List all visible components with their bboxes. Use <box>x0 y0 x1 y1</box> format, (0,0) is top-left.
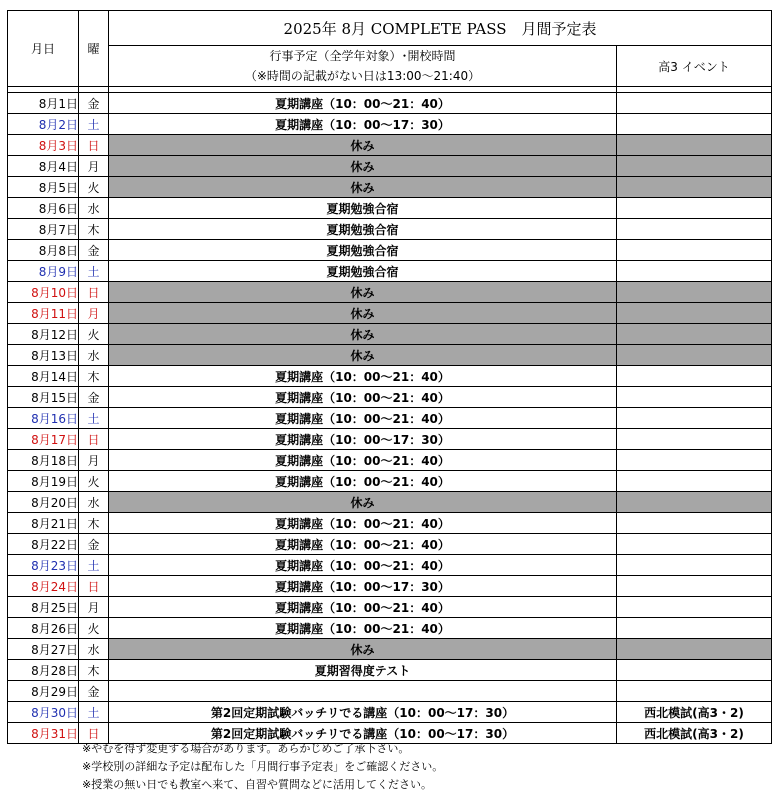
day-of-week-cell: 水 <box>79 639 109 660</box>
header-event-line1: 行事予定（全学年対象）･開校時間 <box>269 49 456 63</box>
day-of-week-cell: 金 <box>79 93 109 114</box>
day-of-week-cell: 日 <box>79 576 109 597</box>
date-cell: 8月14日 <box>8 366 79 387</box>
table-row <box>8 492 772 513</box>
day-of-week-cell: 水 <box>79 198 109 219</box>
event-cell: 休み <box>109 492 617 513</box>
day-of-week-cell: 水 <box>79 345 109 366</box>
event-cell: 夏期勉強合宿 <box>109 198 617 219</box>
day-of-week-cell: 土 <box>79 114 109 135</box>
date-cell: 8月24日 <box>8 576 79 597</box>
day-of-week-cell: 木 <box>79 366 109 387</box>
event-cell: 休み <box>109 177 617 198</box>
date-cell: 8月20日 <box>8 492 79 513</box>
event-cell: 休み <box>109 156 617 177</box>
table-row <box>8 93 772 114</box>
table-row <box>8 555 772 576</box>
k3-event-cell <box>617 471 772 492</box>
date-cell: 8月28日 <box>8 660 79 681</box>
date-cell: 8月15日 <box>8 387 79 408</box>
k3-event-cell <box>617 576 772 597</box>
day-of-week-cell: 日 <box>79 429 109 450</box>
k3-event-cell <box>617 618 772 639</box>
k3-event-cell <box>617 345 772 366</box>
day-of-week-cell: 日 <box>79 723 109 744</box>
event-cell: 夏期講座（10：00～21：40） <box>109 471 617 492</box>
day-of-week-cell: 土 <box>79 555 109 576</box>
date-cell: 8月27日 <box>8 639 79 660</box>
day-of-week-cell: 金 <box>79 240 109 261</box>
event-cell: 夏期講座（10：00～21：40） <box>109 597 617 618</box>
date-cell: 8月23日 <box>8 555 79 576</box>
table-row <box>8 261 772 282</box>
date-cell: 8月25日 <box>8 597 79 618</box>
table-row <box>8 135 772 156</box>
k3-event-cell <box>617 135 772 156</box>
k3-event-cell <box>617 198 772 219</box>
table-row <box>8 303 772 324</box>
k3-event-cell <box>617 387 772 408</box>
date-cell: 8月16日 <box>8 408 79 429</box>
day-of-week-cell: 火 <box>79 471 109 492</box>
event-cell: 第2回定期試験バッチリでる講座（10：00～17：30） <box>109 723 617 744</box>
table-row <box>8 639 772 660</box>
k3-event-cell <box>617 240 772 261</box>
table-row <box>8 618 772 639</box>
date-cell: 8月18日 <box>8 450 79 471</box>
table-row <box>8 345 772 366</box>
date-cell: 8月19日 <box>8 471 79 492</box>
day-of-week-cell: 月 <box>79 450 109 471</box>
k3-event-cell <box>617 366 772 387</box>
k3-event-cell: 西北模試(高3・2) <box>617 702 772 723</box>
day-of-week-cell: 月 <box>79 597 109 618</box>
event-cell: 夏期勉強合宿 <box>109 240 617 261</box>
k3-event-cell <box>617 282 772 303</box>
date-cell: 8月8日 <box>8 240 79 261</box>
schedule-table <box>7 10 772 744</box>
date-cell: 8月29日 <box>8 681 79 702</box>
k3-event-cell <box>617 681 772 702</box>
table-row <box>8 198 772 219</box>
k3-event-cell <box>617 597 772 618</box>
event-cell: 夏期講座（10：00～21：40） <box>109 513 617 534</box>
k3-event-cell <box>617 156 772 177</box>
event-cell: 夏期勉強合宿 <box>109 261 617 282</box>
date-cell: 8月13日 <box>8 345 79 366</box>
table-row <box>8 366 772 387</box>
k3-event-cell <box>617 534 772 555</box>
day-of-week-cell: 金 <box>79 534 109 555</box>
k3-event-cell: 西北模試(高3・2) <box>617 723 772 744</box>
table-row <box>8 471 772 492</box>
table-row <box>8 513 772 534</box>
date-cell: 8月22日 <box>8 534 79 555</box>
day-of-week-cell: 水 <box>79 492 109 513</box>
day-of-week-cell: 日 <box>79 135 109 156</box>
date-cell: 8月4日 <box>8 156 79 177</box>
event-cell: 休み <box>109 324 617 345</box>
event-cell: 夏期講座（10：00～21：40） <box>109 618 617 639</box>
k3-event-cell <box>617 93 772 114</box>
header-event <box>109 46 617 87</box>
event-cell <box>109 681 617 702</box>
date-cell: 8月6日 <box>8 198 79 219</box>
k3-event-cell <box>617 492 772 513</box>
page-title: 2025年 8月 COMPLETE PASS 月間予定表 <box>109 11 772 46</box>
day-of-week-cell: 木 <box>79 660 109 681</box>
table-row <box>8 681 772 702</box>
event-cell: 第2回定期試験バッチリでる講座（10：00～17：30） <box>109 702 617 723</box>
event-cell: 夏期講座（10：00～17：30） <box>109 429 617 450</box>
note-line: ※学校別の詳細な予定は配布した「月間行事予定表」をご確認ください。 <box>82 760 444 773</box>
day-of-week-cell: 土 <box>79 261 109 282</box>
table-row <box>8 429 772 450</box>
day-of-week-cell: 月 <box>79 303 109 324</box>
day-of-week-cell: 金 <box>79 681 109 702</box>
table-row <box>8 219 772 240</box>
event-cell: 夏期講座（10：00～17：30） <box>109 114 617 135</box>
table-row <box>8 597 772 618</box>
k3-event-cell <box>617 177 772 198</box>
k3-event-cell <box>617 324 772 345</box>
date-cell: 8月3日 <box>8 135 79 156</box>
k3-event-cell <box>617 408 772 429</box>
event-cell: 夏期講座（10：00～21：40） <box>109 450 617 471</box>
date-cell: 8月21日 <box>8 513 79 534</box>
event-cell: 休み <box>109 303 617 324</box>
day-of-week-cell: 土 <box>79 702 109 723</box>
date-cell: 8月26日 <box>8 618 79 639</box>
day-of-week-cell: 火 <box>79 618 109 639</box>
event-cell: 夏期講座（10：00～21：40） <box>109 555 617 576</box>
k3-event-cell <box>617 639 772 660</box>
k3-event-cell <box>617 429 772 450</box>
table-row <box>8 282 772 303</box>
date-cell: 8月1日 <box>8 93 79 114</box>
day-of-week-cell: 土 <box>79 408 109 429</box>
table-row <box>8 450 772 471</box>
header-k3-event: 高3 イベント <box>617 46 772 87</box>
table-row <box>8 114 772 135</box>
header-date: 月日 <box>8 11 79 87</box>
event-cell: 夏期講座（10：00～21：40） <box>109 366 617 387</box>
event-cell: 夏期習得度テスト <box>109 660 617 681</box>
event-cell: 休み <box>109 135 617 156</box>
event-cell: 夏期講座（10：00～17：30） <box>109 576 617 597</box>
table-row <box>8 660 772 681</box>
event-cell: 夏期講座（10：00～21：40） <box>109 408 617 429</box>
date-cell: 8月17日 <box>8 429 79 450</box>
table-row <box>8 408 772 429</box>
schedule-sheet <box>7 10 771 744</box>
table-row <box>8 156 772 177</box>
day-of-week-cell: 月 <box>79 156 109 177</box>
header-event-line2: （※時間の記載がない日は13:00～21:40） <box>244 69 481 83</box>
note-line: ※やむを得ず変更する場合があります。あらかじめご了承下さい。 <box>82 742 410 755</box>
header-day-of-week: 曜 <box>79 11 109 87</box>
date-cell: 8月10日 <box>8 282 79 303</box>
event-cell: 休み <box>109 282 617 303</box>
day-of-week-cell: 火 <box>79 324 109 345</box>
date-cell: 8月30日 <box>8 702 79 723</box>
table-row <box>8 702 772 723</box>
note-line: ※授業の無い日でも教室へ来て、自習や質問などに活用してください。 <box>82 778 432 791</box>
k3-event-cell <box>617 555 772 576</box>
date-cell: 8月9日 <box>8 261 79 282</box>
event-cell: 休み <box>109 345 617 366</box>
date-cell: 8月7日 <box>8 219 79 240</box>
day-of-week-cell: 金 <box>79 387 109 408</box>
event-cell: 夏期講座（10：00～21：40） <box>109 534 617 555</box>
event-cell: 夏期勉強合宿 <box>109 219 617 240</box>
table-row <box>8 534 772 555</box>
event-cell: 夏期講座（10：00～21：40） <box>109 387 617 408</box>
event-cell: 夏期講座（10：00～21：40） <box>109 93 617 114</box>
day-of-week-cell: 日 <box>79 282 109 303</box>
date-cell: 8月11日 <box>8 303 79 324</box>
k3-event-cell <box>617 303 772 324</box>
date-cell: 8月12日 <box>8 324 79 345</box>
day-of-week-cell: 火 <box>79 177 109 198</box>
date-cell: 8月2日 <box>8 114 79 135</box>
table-row <box>8 324 772 345</box>
k3-event-cell <box>617 219 772 240</box>
k3-event-cell <box>617 261 772 282</box>
date-cell: 8月5日 <box>8 177 79 198</box>
table-row <box>8 177 772 198</box>
event-cell: 休み <box>109 639 617 660</box>
k3-event-cell <box>617 513 772 534</box>
k3-event-cell <box>617 114 772 135</box>
date-cell: 8月31日 <box>8 723 79 744</box>
table-row <box>8 240 772 261</box>
k3-event-cell <box>617 660 772 681</box>
table-row <box>8 576 772 597</box>
k3-event-cell <box>617 450 772 471</box>
table-row <box>8 387 772 408</box>
day-of-week-cell: 木 <box>79 513 109 534</box>
day-of-week-cell: 木 <box>79 219 109 240</box>
notes <box>82 740 443 794</box>
